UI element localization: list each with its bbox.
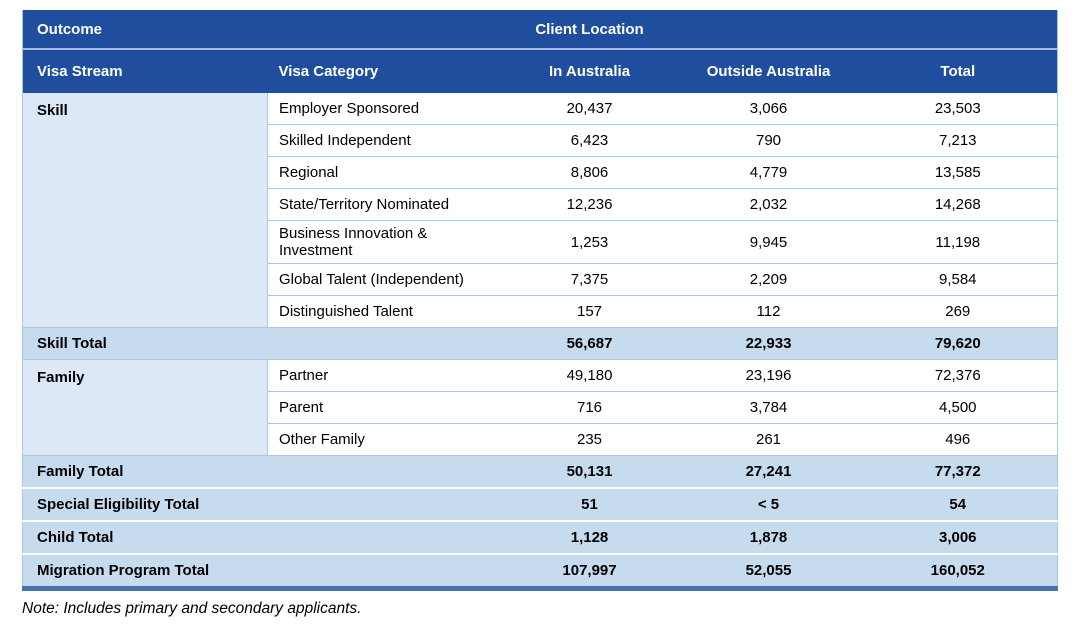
outside-australia-value: 22,933: [679, 328, 859, 360]
visa-category-cell: State/Territory Nominated: [268, 189, 501, 221]
header-row-columns: [23, 49, 1058, 93]
table-note: Note: Includes primary and secondary applicants.: [22, 600, 362, 617]
visa-category-cell: Business Innovation & Investment: [268, 221, 501, 264]
visa-category-cell: Partner: [268, 360, 501, 392]
header-outside-australia: Outside Australia: [679, 49, 859, 93]
total-label: Skill Total: [23, 328, 501, 360]
in-australia-value: 20,437: [501, 93, 679, 125]
total-value: 496: [859, 424, 1058, 456]
skill-total-row: [23, 328, 1058, 360]
in-australia-value: 51: [501, 488, 679, 521]
in-australia-value: 107,997: [501, 554, 679, 589]
visa-stream-cell: Skill: [23, 93, 268, 328]
in-australia-value: 6,423: [501, 125, 679, 157]
total-value: 54: [859, 488, 1058, 521]
in-australia-value: 1,128: [501, 521, 679, 554]
total-value: 77,372: [859, 456, 1058, 489]
total-value: 23,503: [859, 93, 1058, 125]
visa-stream-cell: Family: [23, 360, 268, 456]
visa-category-cell: Other Family: [268, 424, 501, 456]
total-value: 79,620: [859, 328, 1058, 360]
total-value: 160,052: [859, 554, 1058, 589]
header-visa-stream: Visa Stream: [23, 49, 268, 93]
table-body: [23, 93, 1058, 589]
outside-australia-value: 3,066: [679, 93, 859, 125]
outside-australia-value: 3,784: [679, 392, 859, 424]
special-eligibility-total-row: [23, 488, 1058, 521]
migration-program-table: [22, 10, 1058, 591]
header-total: Total: [859, 49, 1058, 93]
header-client-location: Client Location: [501, 10, 679, 49]
in-australia-value: 12,236: [501, 189, 679, 221]
header-row-outcome: [23, 10, 1058, 49]
total-label: Migration Program Total: [23, 554, 501, 589]
outside-australia-value: 2,209: [679, 264, 859, 296]
in-australia-value: 235: [501, 424, 679, 456]
in-australia-value: 8,806: [501, 157, 679, 189]
visa-category-cell: Parent: [268, 392, 501, 424]
table-row: [23, 93, 1058, 125]
in-australia-value: 7,375: [501, 264, 679, 296]
header-outcome: Outcome: [23, 10, 501, 49]
total-value: 13,585: [859, 157, 1058, 189]
migration-program-total-row: [23, 554, 1058, 589]
outside-australia-value: 52,055: [679, 554, 859, 589]
visa-category-cell: Global Talent (Independent): [268, 264, 501, 296]
total-value: 4,500: [859, 392, 1058, 424]
outside-australia-value: 790: [679, 125, 859, 157]
header-in-australia: In Australia: [501, 49, 679, 93]
total-value: 7,213: [859, 125, 1058, 157]
visa-category-cell: Employer Sponsored: [268, 93, 501, 125]
outside-australia-value: 9,945: [679, 221, 859, 264]
in-australia-value: 1,253: [501, 221, 679, 264]
total-value: 269: [859, 296, 1058, 328]
in-australia-value: 49,180: [501, 360, 679, 392]
total-value: 14,268: [859, 189, 1058, 221]
outside-australia-value: 1,878: [679, 521, 859, 554]
total-label: Special Eligibility Total: [23, 488, 501, 521]
outside-australia-value: 23,196: [679, 360, 859, 392]
table-header: [23, 10, 1058, 93]
in-australia-value: 50,131: [501, 456, 679, 489]
table-row: [23, 360, 1058, 392]
in-australia-value: 157: [501, 296, 679, 328]
child-total-row: [23, 521, 1058, 554]
outside-australia-value: 261: [679, 424, 859, 456]
in-australia-value: 56,687: [501, 328, 679, 360]
total-value: 72,376: [859, 360, 1058, 392]
in-australia-value: 716: [501, 392, 679, 424]
total-value: 3,006: [859, 521, 1058, 554]
family-total-row: [23, 456, 1058, 489]
outside-australia-value: 112: [679, 296, 859, 328]
header-spacer: [679, 10, 859, 49]
outside-australia-value: 27,241: [679, 456, 859, 489]
visa-category-cell: Skilled Independent: [268, 125, 501, 157]
total-label: Family Total: [23, 456, 501, 489]
total-value: 11,198: [859, 221, 1058, 264]
outside-australia-value: < 5: [679, 488, 859, 521]
outside-australia-value: 2,032: [679, 189, 859, 221]
total-label: Child Total: [23, 521, 501, 554]
header-visa-category: Visa Category: [268, 49, 501, 93]
header-spacer: [859, 10, 1058, 49]
total-value: 9,584: [859, 264, 1058, 296]
outside-australia-value: 4,779: [679, 157, 859, 189]
visa-category-cell: Distinguished Talent: [268, 296, 501, 328]
visa-category-cell: Regional: [268, 157, 501, 189]
